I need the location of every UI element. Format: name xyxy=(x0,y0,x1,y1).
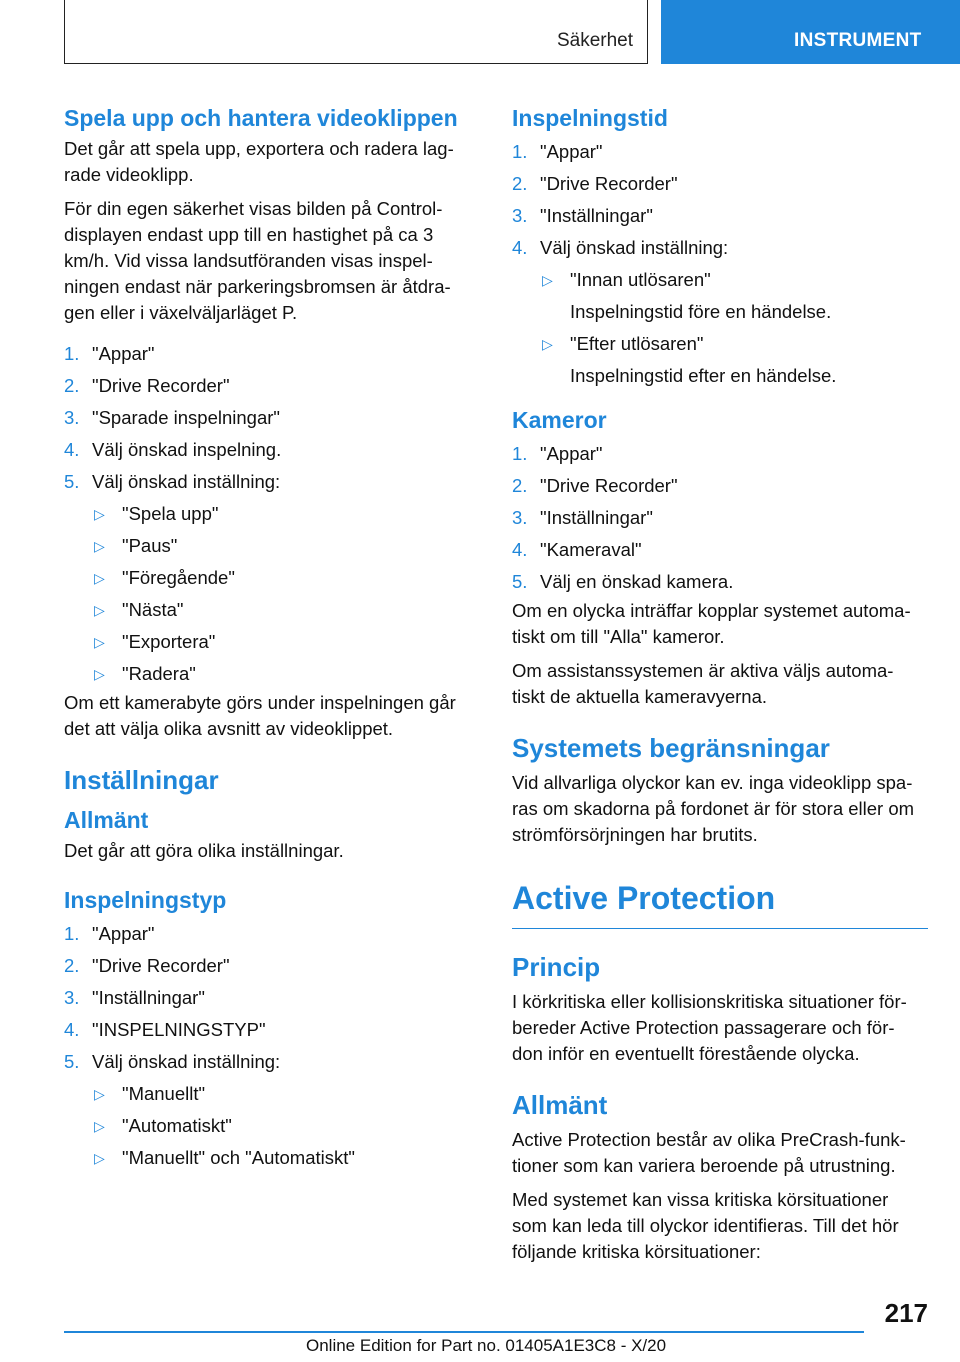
rectime-steps-list xyxy=(512,136,928,264)
option-description: Inspelningstid efter en händelse. xyxy=(570,365,837,386)
list-item: 1. "Appar" xyxy=(64,343,155,364)
ap-general-paragraph-2: Med systemet kan vissa kritiska körsituationer som kan leda till olyckor identifieras. Till det hör följande kritiska körsituationer: xyxy=(512,1189,899,1262)
triangle-bullet-icon: ▷ xyxy=(94,602,105,618)
list-item: 3. "Inställningar" xyxy=(512,507,653,528)
list-item: ▷ "Efter utlösaren" xyxy=(512,328,928,360)
play-paragraph-3: Om ett kamerabyte görs under inspelningen går det att välja olika avsnitt av videoklippet. xyxy=(64,692,456,739)
list-item: ▷ "Nästa" xyxy=(64,594,474,626)
settings-heading: Inställningar xyxy=(64,765,219,795)
triangle-bullet-icon: ▷ xyxy=(94,1118,105,1134)
limits-paragraph: Vid allvarliga olyckor kan ev. inga videoklipp spa‐ ras om skadorna på fordonet är för stora eller om strömförsörjningen har brutits. xyxy=(512,772,915,845)
list-item: ▷ "Manuellt" och "Automatiskt" xyxy=(64,1142,474,1174)
triangle-bullet-icon: ▷ xyxy=(542,272,553,288)
list-item: 1. "Appar" xyxy=(64,923,155,944)
cameras-paragraph-2: Om assistanssystemen är aktiva väljs automa‐ tiskt de aktuella kameravyerna. xyxy=(512,660,894,707)
header-chapter-label: INSTRUMENT xyxy=(794,30,922,51)
principle-heading: Princip xyxy=(512,952,601,982)
list-item: ▷ "Paus" xyxy=(64,530,474,562)
header-chapter-tab xyxy=(661,0,960,64)
principle-paragraph: I körkritiska eller kollisionskritiska situationer för‐ bereder Active Protection passagerare och för‐ don inför en eventuellt förestående olycka. xyxy=(512,991,907,1064)
list-item: 1. "Appar" xyxy=(512,141,603,162)
list-item: 2. "Drive Recorder" xyxy=(512,475,678,496)
triangle-bullet-icon: ▷ xyxy=(94,538,105,554)
footer-divider xyxy=(64,1331,864,1333)
limits-heading: Systemets begränsningar xyxy=(512,733,830,763)
list-item: 4. Välj önskad inställning: xyxy=(512,237,729,258)
list-item: 5. Välj önskad inställning: xyxy=(64,1051,281,1072)
general-paragraph: Det går att göra olika inställningar. xyxy=(64,840,344,861)
cameras-heading: Kameror xyxy=(512,407,607,433)
list-item: ▷ "Automatiskt" xyxy=(64,1110,474,1142)
triangle-bullet-icon: ▷ xyxy=(94,1086,105,1102)
triangle-bullet-icon: ▷ xyxy=(94,634,105,650)
list-item: 4. "Kameraval" xyxy=(512,539,642,560)
play-heading: Spela upp och hantera videoklippen xyxy=(64,105,458,131)
rectime-options-list xyxy=(512,264,928,392)
list-item: 5. Välj en önskad kamera. xyxy=(512,571,734,592)
list-item: 5. Välj önskad inställning: xyxy=(64,471,281,492)
list-item: ▷ "Exportera" xyxy=(64,626,474,658)
option-description: Inspelningstid före en händelse. xyxy=(570,301,832,322)
cameras-paragraph-1: Om en olycka inträffar kopplar systemet automa‐ tiskt om till "Alla" kameror. xyxy=(512,600,911,647)
rectype-options-list xyxy=(64,1078,474,1174)
footer-edition: Online Edition for Part no. 01405A1E3C8 - X/20 xyxy=(306,1336,667,1355)
page-number: 217 xyxy=(884,1298,928,1328)
triangle-bullet-icon: ▷ xyxy=(94,1150,105,1166)
list-item: 3. "Sparade inspelningar" xyxy=(64,407,280,428)
header-section-label: Säkerhet xyxy=(556,30,633,51)
rectype-steps-list xyxy=(64,918,474,1078)
rectime-heading: Inspelningstid xyxy=(512,105,668,131)
list-item: 1. "Appar" xyxy=(512,443,603,464)
list-item: 2. "Drive Recorder" xyxy=(64,375,230,396)
cameras-steps-list xyxy=(512,438,928,598)
general-heading: Allmänt xyxy=(64,807,149,833)
list-item: ▷ "Spela upp" xyxy=(64,498,474,530)
play-paragraph-2: För din egen säkerhet visas bilden på Control‐ displayen endast upp till en hastighet på ca 3 km/h. Vid vissa landsutföranden visas inspel‐ ningen endast när parkeringsbromsen är åtdra‐ gen eller i växelväljarläget P. xyxy=(64,198,451,323)
ap-general-heading: Allmänt xyxy=(512,1090,608,1120)
triangle-bullet-icon: ▷ xyxy=(94,666,105,682)
rectype-heading: Inspelningstyp xyxy=(64,887,227,913)
play-paragraph-1: Det går att spela upp, exportera och radera lag‐ rade videoklipp. xyxy=(64,138,454,185)
list-item: ▷ "Innan utlösaren" xyxy=(512,264,928,296)
triangle-bullet-icon: ▷ xyxy=(94,570,105,586)
ap-general-paragraph-1: Active Protection består av olika PreCrash-funk‐ tioner som kan variera beroende på utrustning. xyxy=(512,1129,906,1176)
list-item: ▷ "Radera" xyxy=(64,658,474,690)
triangle-bullet-icon: ▷ xyxy=(542,336,553,352)
left-column xyxy=(64,104,474,1174)
active-protection-heading: Active Protection xyxy=(512,878,928,929)
triangle-bullet-icon: ▷ xyxy=(94,506,105,522)
list-item: 3. "Inställningar" xyxy=(512,205,653,226)
right-column xyxy=(512,104,928,1273)
play-steps-list xyxy=(64,338,474,498)
list-item: 4. "INSPELNINGSTYP" xyxy=(64,1019,266,1040)
play-options-list xyxy=(64,498,474,690)
header-section-tab xyxy=(64,0,648,64)
list-item: 2. "Drive Recorder" xyxy=(512,173,678,194)
list-item: ▷ "Föregående" xyxy=(64,562,474,594)
list-item: 3. "Inställningar" xyxy=(64,987,205,1008)
list-item: 2. "Drive Recorder" xyxy=(64,955,230,976)
list-item: 4. Välj önskad inspelning. xyxy=(64,439,282,460)
list-item: ▷ "Manuellt" xyxy=(64,1078,474,1110)
